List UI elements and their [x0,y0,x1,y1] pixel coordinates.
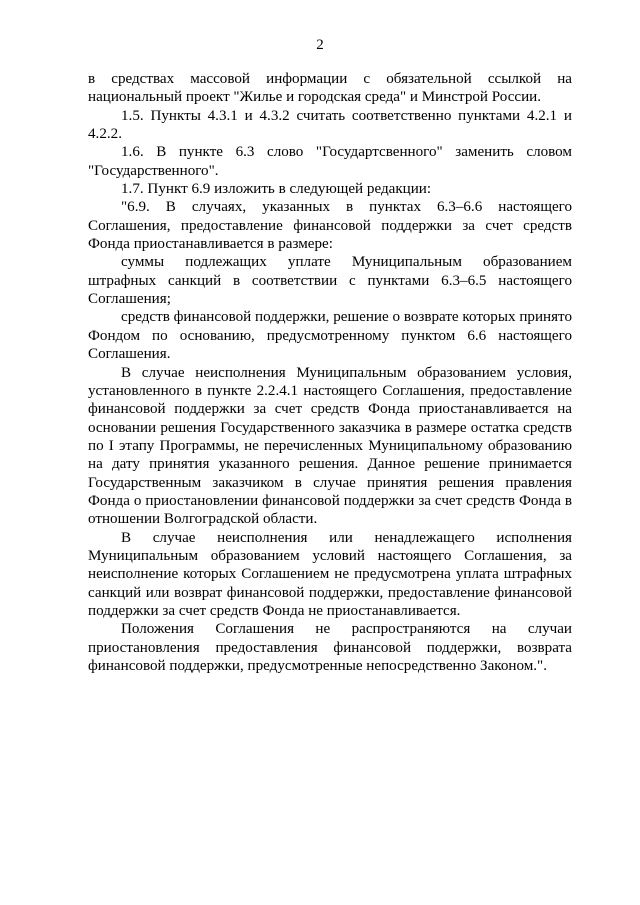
paragraph-1-7: 1.7. Пункт 6.9 изложить в следующей редакции: [121,181,432,198]
page-number: 2 [316,37,324,53]
paragraph-1-6: 1.6. В пункте 6.3 слово "Государтсвенного" заменить словом "Государственного". [88,144,572,179]
paragraph-6-9-item-refund: средств финансовой поддержки, решение о возврате которых принято Фондом по основанию, предусмотренному пунктом 6.6 настоящего Соглашения. [88,309,572,363]
paragraph-6-9-exceptions: Положения Соглашения не распространяются на случаи приостановления предоставления финансовой поддержки, возврата финансовой поддержки, предусмотренные непосредственно Законом.". [88,621,572,674]
paragraph-continuation: в средствах массовой информации с обязательной ссылкой на национальный проект "Жилье и городская среда" и Минстрой России. [88,71,572,106]
paragraph-1-5: 1.5. Пункты 4.3.1 и 4.3.2 считать соответственно пунктами 4.2.1 и 4.2.2. [88,107,572,143]
paragraph-6-9-nonfulfillment: В случае неисполнения Муниципальным образованием условия, установленного в пункте 2.2.4.1 настоящего Соглашения, предоставление финансовой поддержки за счет средств Фонда приостанавливается на основании решения Государственного заказчика в размере остатка средств по I этапу Программы, не перечисленных Муниципальному образованию на дату принятия указанного решения. Данное решение принимается Государственным заказчиком в случае принятия решения правления Фонда о приостановлении финансовой поддержки за счет средств Фонда в отношении Волгоградской области. [88,364,572,528]
document-body [88,70,572,675]
paragraph-6-9-improper-execution: В случае неисполнения или ненадлежащего исполнения Муниципальным образованием условий настоящего Соглашения, за неисполнение которых Соглашением не предусмотрена уплата штрафных санкций или возврат финансовой поддержки, предоставление финансовой поддержки за счет средств Фонда не приостанавливается. [88,529,572,619]
paragraph-6-9-intro: "6.9. В случаях, указанных в пунктах 6.3–6.6 настоящего Соглашения, предоставление финансовой поддержки за счет средств Фонда приостанавливается в размере: [88,199,572,253]
paragraph-6-9-item-fines: суммы подлежащих уплате Муниципальным образованием штрафных санкций в соответствии с пунктами 6.3–6.5 настоящего Соглашения; [88,254,572,308]
